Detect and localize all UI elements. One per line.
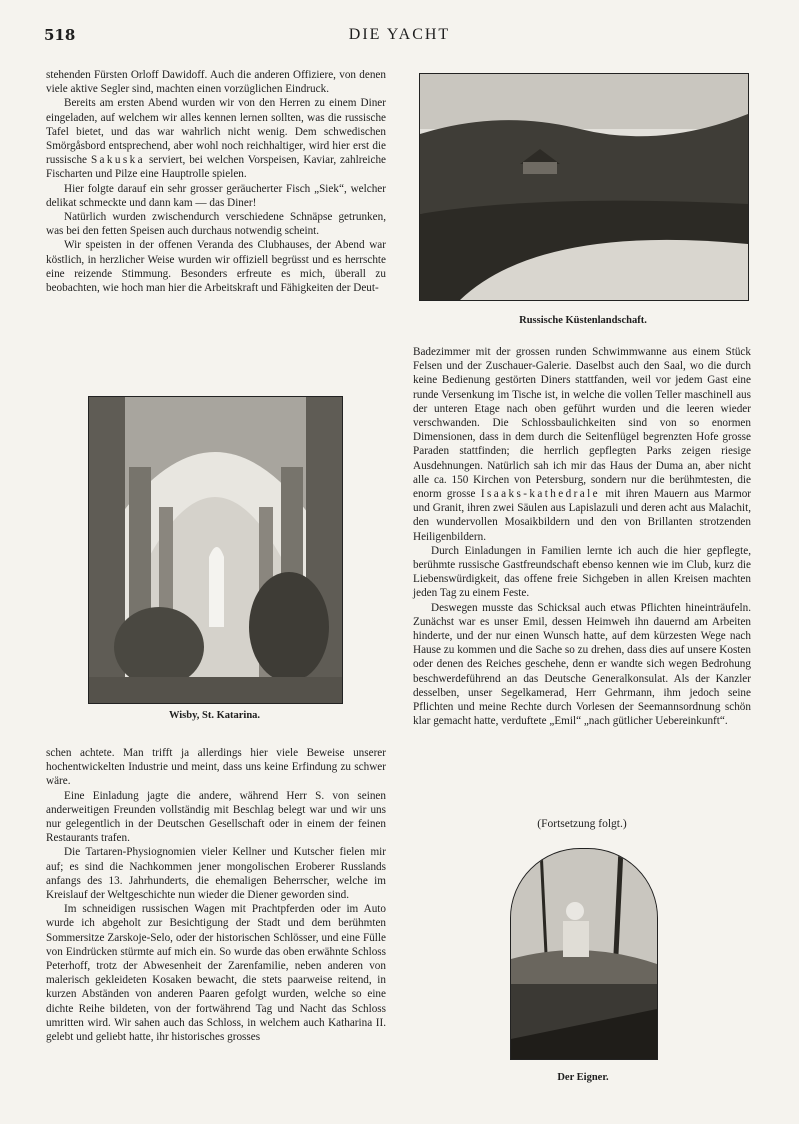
landscape-figure [419, 73, 751, 329]
landscape-caption: Russische Küstenlandschaft. [519, 315, 647, 326]
page-number: 518 [44, 26, 76, 44]
paragraph: Im schneidigen russischen Wagen mit Prachtpferden oder im Auto wurde ich abgeholt zur Besichtigung der Stadt und dem berühmten Sommersitze Zarskoje-Selo, oder der historischen Schlösser, und eine Fülle von Eindrücken stürmte auf mich ein. So wurde das oben erwähnte Schloss Peterhoff, trotz der Abwesenheit der Zarenfamilie, neben anderen von malerisch gekleideten Kosaken bewacht, die stets paarweise reitend, in kurzen Abständen von anderen Paaren gefolgt wurden, welche so eine dichte Reihe bildeten, von der fortwährend Tag und Nacht das Schloss umritten wird. Wir sahen auch das Schloss, in welchem auch Katharina II. gelebt und geliebt hatte, ihr historisches grosses [46, 903, 386, 1044]
owner-figure [510, 848, 660, 1088]
paragraph: Natürlich wurden zwischendurch verschiedene Schnäpse getrunken, was bei den fetten Speisen auch durchaus notwendig scheint. [46, 211, 386, 238]
paragraph: Deswegen musste das Schicksal auch etwas Pflichten hineinträufeln. Zunächst war es unser Emil, dessen Heimweh ihn dauernd am Arbeiten hinderte, und der nur einen Wunsch hatte, auf dem kürzesten Wege nach Hause zu kommen und die Sache so zu drehen, dass dies auf unsere Kosten oder denen des Reiches geschehe, denn er wandte sich wegen Bedrohung beschwerdeführend an das Deutsche Generalkonsulat. Als der Kanzler desselben, unser Segelkamerad, Herr Gehrmann, ihm jedoch seine Pflichten und meine Rechte durch Vorlesen der Seemannsordnung schön klar gemacht hatte, verduftete „Emil“ „nach gütlicher Uebereinkunft“. [413, 601, 751, 728]
left-column-top [46, 68, 386, 295]
owner-photo [510, 848, 658, 1060]
church-figure [88, 396, 344, 726]
church-caption: Wisby, St. Katarina. [168, 710, 261, 721]
paragraph: Durch Einladungen in Familien lernte ich auch die hier gepflegte, berühmte russische Gastfreundschaft ebenso kennen wie im Club, kurz die Liebenswürdigkeit, das offene freie Sichgeben in allen Kreisen machten jeden Tag zu einem Feste. [413, 544, 751, 600]
paragraph: Die Tartaren-Physiognomien vieler Kellner und Kutscher fielen mir auf; es sind die Nachkommen jener mongolischen Eroberer Russlands anfangs des 13. Jahrhunderts, die ehemaligen Beherrscher, welche im Kreislauf der Weltgeschichte nun wieder die Diener geworden sind. [46, 846, 386, 902]
owner-caption: Der Eigner. [557, 1072, 609, 1083]
right-column [413, 345, 751, 728]
journal-title: DIE YACHT [348, 26, 451, 43]
page-header [44, 26, 755, 48]
continuation-note: (Fortsetzung folgt.) [537, 818, 627, 830]
paragraph: Wir speisten in der offenen Veranda des Clubhauses, der Abend war köstlich, in herzlicher Weise wurden wir offiziell begrüsst und es herrschte eine reizende Stimmung. Besonders erfreute es mich, überall zu beobachten, wie hoch man hier die Arbeitskraft und Fähigkeiten der Deut- [46, 239, 386, 295]
sakuska-term: Sakuska [90, 154, 146, 167]
left-column-bottom [46, 746, 386, 1044]
paragraph: Hier folgte darauf ein sehr grosser geräucherter Fisch „Siek“, welcher delikat schmeckte und dann kam — das Diner! [46, 182, 386, 209]
church-photo [88, 396, 343, 704]
paragraph: stehenden Fürsten Orloff Dawidoff. Auch die anderen Offiziere, von denen viele aktive Segler sind, machten einen vorzüglichen Eindruck. [46, 69, 386, 96]
paragraph: schen achtete. Man trifft ja allerdings hier viele Beweise unserer hochentwickelten Industrie und meint, dass uns keine Erfindung zu schwer wäre. [46, 747, 386, 788]
paragraph: Badezimmer mit der grossen runden Schwimmwanne aus einem Stück Felsen und der Zuschauer-Galerie. Daselbst auch den Saal, wo die durch keine Bedienung gestörten Diners stattfanden, weil vor jedem Gast eine runde Versenkung im Tische ist, in welche die vollen Teller maschinell aus der unteren Etage nach oben geführt wurden und die leeren wieder verschwanden. Die Schlossbaulichkeiten sind von so enormen Dimensionen, dass in dem durch die Seitenflügel begrenzten Hofe grosse Paraden stattfinden; die herrlich gepflegten Parks zeigen riesige Ausdehnungen. Natürlich sah ich mir das Haus der Duma an, aber nicht alle ca. 150 Kirchen von Petersburg, sondern nur die berühmtesten, die enorm grosse Isaaks-kathedrale mit ihren Mauern aus Marmor und Granit, ihren zwei Säulen aus Lapislazuli und deren acht aus Malachit, den wundervollen Mosaikbildern und den von Brillanten strotzenden Heiligenbildern. [413, 346, 752, 543]
paragraph: Bereits am ersten Abend wurden wir von den Herren zu einem Diner eingeladen, auf welchem wir alles kennen lernen sollten, was die russische Tafel bietet, und das war wahrlich nicht wenig. Dem schwedischen Smörgåsbord entsprechend, aber wohl noch reichhaltiger, wird hier erst die russische Sakuska serviert, bei welchen Vorspeisen, Kaviar, zahlreiche Fischarten und Pilze eine Hauptrolle spielen. [46, 97, 387, 181]
paragraph: Eine Einladung jagte die andere, während Herr S. von seinen anderweitigen Freunden vollständig mit Beschlag belegt war und wir uns nur gelegentlich in der Deutschen Gesellschaft oder in einem der feinen Restaurants trafen. [46, 789, 386, 845]
isaaks-term: Isaaks-kathedrale [480, 488, 600, 501]
landscape-photo [419, 73, 749, 301]
